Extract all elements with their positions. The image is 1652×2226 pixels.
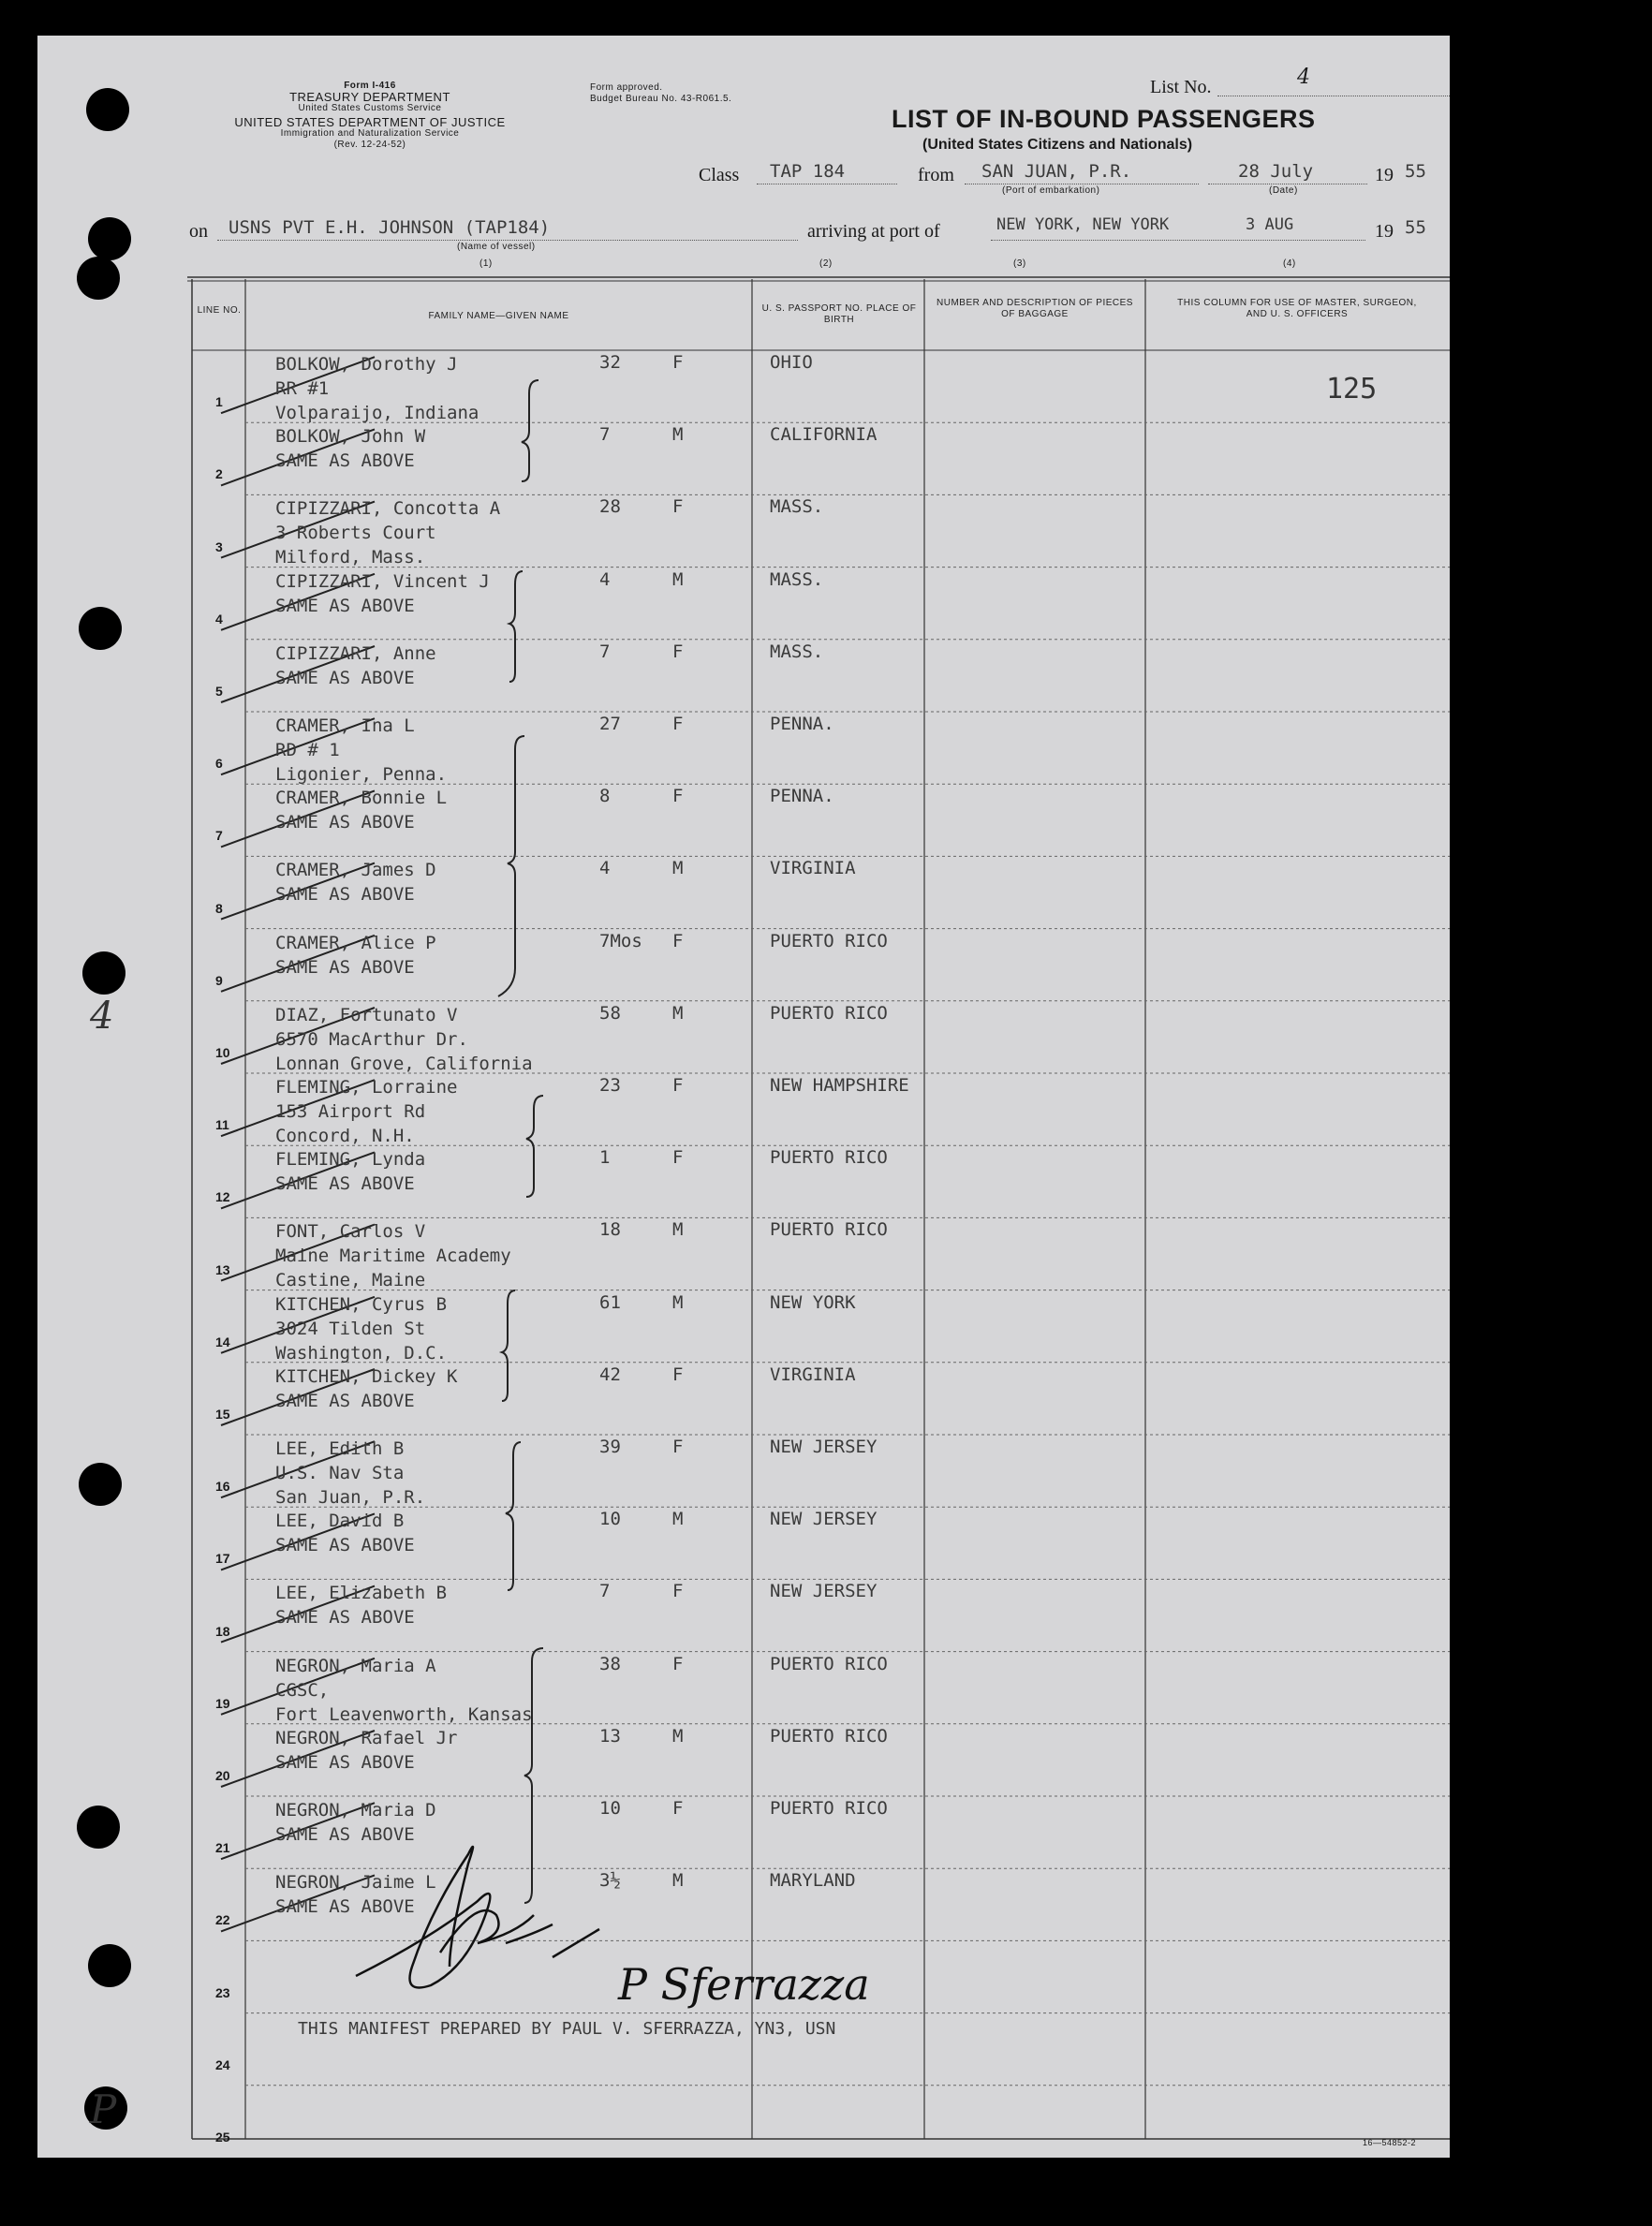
- passenger-name-block: [275, 496, 500, 569]
- passenger-name-block: [275, 858, 436, 907]
- place-of-birth: MASS.: [770, 496, 824, 518]
- passenger-address-line: SAME AS ABOVE: [275, 1173, 415, 1195]
- passenger-name-block: [275, 1003, 533, 1076]
- line-number: 21: [215, 1840, 230, 1856]
- embarkation-port: SAN JUAN, P.R.: [981, 161, 1132, 182]
- passenger-sex: F: [672, 1075, 684, 1096]
- place-of-birth: PENNA.: [770, 714, 834, 734]
- passenger-age: 27: [599, 714, 621, 734]
- line-number: 17: [215, 1551, 230, 1567]
- passenger-name: CIPIZZARI, Vincent J: [275, 570, 490, 592]
- header-line-no: LINE NO.: [197, 305, 242, 316]
- passenger-name: NEGRON, Rafael Jr: [275, 1727, 458, 1748]
- passenger-sex: M: [672, 1219, 684, 1241]
- place-of-birth: CALIFORNIA: [770, 424, 878, 446]
- place-of-birth: PUERTO RICO: [770, 1725, 888, 1747]
- line-number: 15: [215, 1407, 230, 1422]
- passenger-name: FLEMING, Lorraine: [275, 1077, 458, 1098]
- passenger-address-line: CGSC,: [275, 1679, 330, 1701]
- passenger-age: 4: [599, 568, 611, 590]
- passenger-age: 28: [599, 496, 621, 518]
- place-of-birth: PUERTO RICO: [770, 1653, 888, 1674]
- passenger-name-block: [275, 1364, 457, 1413]
- passenger-age: 4: [599, 858, 611, 879]
- header-officers: THIS COLUMN FOR USE OF MASTER, SURGEON, AND U. S. OFFICERS: [1177, 298, 1417, 319]
- header-baggage: NUMBER AND DESCRIPTION OF PIECES OF BAGGAGE: [937, 298, 1133, 319]
- passenger-name-block: [275, 569, 490, 618]
- customs-service: United States Customs Service: [298, 103, 442, 113]
- line-number: 6: [215, 756, 223, 772]
- passenger-address-line: SAME AS ABOVE: [275, 1390, 415, 1411]
- passenger-name: FONT, Carlos V: [275, 1221, 426, 1243]
- place-of-birth: VIRGINIA: [770, 1364, 856, 1385]
- passenger-name: NEGRON, Maria D: [275, 1800, 436, 1821]
- line-number: 11: [215, 1117, 229, 1133]
- justice-dept: UNITED STATES DEPARTMENT OF JUSTICE: [234, 115, 506, 129]
- place-of-birth: PUERTO RICO: [770, 1002, 888, 1024]
- passenger-age: 7: [599, 1581, 611, 1602]
- place-of-birth: PENNA.: [770, 786, 834, 807]
- line-number: 7: [215, 828, 223, 844]
- passenger-address-line: Fort Leavenworth, Kansas: [275, 1703, 533, 1725]
- passenger-sex: F: [672, 1437, 684, 1457]
- line-number: 14: [215, 1334, 230, 1349]
- place-of-birth: PUERTO RICO: [770, 1147, 888, 1169]
- departure-year: 55: [1405, 161, 1426, 182]
- line-number: 19: [215, 1695, 230, 1711]
- passenger-name-block: [275, 1292, 447, 1365]
- place-of-birth: PUERTO RICO: [770, 1798, 888, 1819]
- passenger-age: 13: [599, 1725, 621, 1747]
- line-number: 5: [215, 684, 223, 699]
- passenger-address-line: Castine, Maine: [275, 1270, 426, 1291]
- passenger-name: CRAMER, Alice P: [275, 932, 436, 953]
- arriving-label: arriving at port of: [807, 221, 940, 242]
- prepared-by: THIS MANIFEST PREPARED BY PAUL V. SFERRAZZA, YN3, USN: [298, 2019, 836, 2039]
- form-approved: Form approved.: [590, 82, 663, 93]
- passenger-address-line: SAME AS ABOVE: [275, 595, 415, 616]
- page-title: LIST OF IN-BOUND PASSENGERS: [892, 105, 1316, 133]
- passenger-address-line: Maine Maritime Academy: [275, 1246, 511, 1267]
- line-number: 10: [215, 1045, 230, 1060]
- passenger-address-line: Concord, N.H.: [275, 1126, 415, 1146]
- class-label: Class: [699, 165, 740, 185]
- passenger-age: 61: [599, 1291, 621, 1313]
- passenger-name: CIPIZZARI, Concotta A: [275, 498, 501, 520]
- passenger-sex: F: [672, 1653, 684, 1674]
- officer-note: 125: [1326, 373, 1378, 405]
- passenger-sex: M: [672, 424, 684, 446]
- passenger-address-line: SAME AS ABOVE: [275, 884, 415, 906]
- passenger-address-line: SAME AS ABOVE: [275, 1896, 415, 1918]
- place-of-birth: NEW JERSEY: [770, 1509, 878, 1530]
- passenger-name-block: [275, 1147, 425, 1196]
- line-number: 2: [215, 466, 223, 482]
- form-number: Form I-416: [344, 81, 396, 91]
- line-number: 13: [215, 1261, 230, 1277]
- passenger-age: 1: [599, 1147, 611, 1169]
- budget-bureau: Budget Bureau No. 43-R061.5.: [590, 94, 732, 104]
- passenger-name: FLEMING, Lynda: [275, 1149, 426, 1171]
- vessel-caption: (Name of vessel): [457, 242, 536, 252]
- passenger-name-block: [275, 786, 447, 834]
- passenger-address-line: SAME AS ABOVE: [275, 667, 415, 688]
- vessel-name: USNS PVT E.H. JOHNSON (TAP184): [229, 217, 551, 238]
- line-number: 18: [215, 1623, 230, 1639]
- passenger-name: LEE, Elizabeth B: [275, 1583, 448, 1604]
- passenger-age: 10: [599, 1798, 621, 1819]
- place-of-birth: PUERTO RICO: [770, 1219, 888, 1241]
- passenger-name: BOLKOW, Dorothy J: [275, 354, 458, 375]
- passenger-age: 8: [599, 786, 611, 807]
- passenger-address-line: SAME AS ABOVE: [275, 450, 415, 472]
- place-of-birth: NEW HAMPSHIRE: [770, 1075, 909, 1096]
- passenger-sex: M: [672, 858, 684, 879]
- passenger-address-line: RD # 1: [275, 740, 340, 760]
- passenger-sex: F: [672, 496, 684, 518]
- form-revision: (Rev. 12-24-52): [333, 140, 406, 150]
- list-no-value: 4: [1297, 66, 1310, 89]
- caption-2: (2): [819, 258, 833, 269]
- arrival-date: 3 AUG: [1246, 215, 1294, 234]
- passenger-name: DIAZ, Fortunato V: [275, 1004, 458, 1025]
- passenger-address-line: SAME AS ABOVE: [275, 1607, 415, 1629]
- passenger-name: CRAMER, James D: [275, 860, 436, 881]
- passenger-address-line: Washington, D.C.: [275, 1342, 448, 1364]
- place-of-birth: NEW YORK: [770, 1291, 856, 1313]
- class-value: TAP 184: [770, 161, 846, 182]
- passenger-address-line: Volparaijo, Indiana: [275, 403, 479, 423]
- place-of-birth: MASS.: [770, 568, 824, 590]
- place-of-birth: NEW JERSEY: [770, 1437, 878, 1457]
- passenger-name-block: [275, 931, 436, 980]
- place-of-birth: MARYLAND: [770, 1870, 856, 1892]
- passenger-sex: M: [672, 1725, 684, 1747]
- line-number: 22: [215, 1912, 230, 1928]
- line-number: 9: [215, 972, 223, 988]
- footer-code: 16—54852-2: [1363, 2138, 1417, 2147]
- passenger-name-block: [275, 714, 447, 787]
- passenger-name: KITCHEN, Dickey K: [275, 1365, 458, 1387]
- passenger-address-line: SAME AS ABOVE: [275, 1751, 415, 1773]
- place-of-birth: NEW JERSEY: [770, 1581, 878, 1602]
- passenger-sex: M: [672, 1002, 684, 1024]
- passenger-address-line: 3024 Tilden St: [275, 1318, 426, 1339]
- passenger-age: 7: [599, 424, 611, 446]
- passenger-sex: M: [672, 1509, 684, 1530]
- passenger-sex: F: [672, 1798, 684, 1819]
- passenger-name: NEGRON, Jaime L: [275, 1872, 436, 1894]
- passenger-address-line: U.S. Nav Sta: [275, 1463, 405, 1483]
- passenger-address-line: San Juan, P.R.: [275, 1487, 426, 1508]
- passenger-address-line: Lonnan Grove, California: [275, 1053, 533, 1074]
- place-of-birth: VIRGINIA: [770, 858, 856, 879]
- passenger-age: 10: [599, 1509, 621, 1530]
- passenger-name: LEE, Edith B: [275, 1438, 405, 1459]
- line-number: 1: [215, 394, 223, 410]
- year-prefix-1: 19: [1375, 165, 1394, 185]
- passenger-name: CIPIZZARI, Anne: [275, 642, 436, 664]
- signature: P Sferrazza: [618, 1959, 870, 2010]
- line-number: 20: [215, 1768, 230, 1783]
- passenger-name-block: [275, 1726, 457, 1775]
- passenger-name-block: [275, 641, 436, 690]
- line-number: 16: [215, 1479, 230, 1495]
- line-number: 25: [215, 2130, 230, 2145]
- passenger-sex: M: [672, 1870, 684, 1892]
- passenger-name-block: [275, 1581, 447, 1629]
- passenger-name: CRAMER, Ina L: [275, 715, 415, 736]
- line-number: 23: [215, 1984, 230, 2000]
- arrival-year: 55: [1405, 217, 1426, 238]
- passenger-name-block: [275, 352, 479, 425]
- passenger-address-line: SAME AS ABOVE: [275, 1535, 415, 1556]
- passenger-age: 58: [599, 1002, 621, 1024]
- passenger-sex: F: [672, 786, 684, 807]
- passenger-sex: F: [672, 930, 684, 951]
- passenger-sex: M: [672, 568, 684, 590]
- passenger-name-block: [275, 1219, 511, 1292]
- header-name: FAMILY NAME—GIVEN NAME: [428, 311, 569, 321]
- caption-4: (4): [1283, 258, 1296, 269]
- line-number: 3: [215, 538, 223, 554]
- passenger-name: BOLKOW, John W: [275, 426, 426, 448]
- ins-service: Immigration and Naturalization Service: [280, 128, 460, 139]
- date-caption: (Date): [1269, 185, 1298, 196]
- on-label: on: [189, 221, 208, 242]
- passenger-address-line: SAME AS ABOVE: [275, 1824, 415, 1845]
- margin-mark-p: P: [90, 2086, 117, 2132]
- passenger-age: 42: [599, 1364, 621, 1385]
- passenger-name-block: [275, 1654, 533, 1727]
- passenger-address-line: SAME AS ABOVE: [275, 956, 415, 978]
- passenger-address-line: Ligonier, Penna.: [275, 764, 448, 785]
- passenger-age: 23: [599, 1075, 621, 1096]
- line-number: 8: [215, 900, 223, 916]
- passenger-name-block: [275, 1798, 436, 1847]
- passenger-age: 32: [599, 352, 621, 373]
- passenger-age: 3½: [599, 1870, 621, 1892]
- passenger-sex: F: [672, 1364, 684, 1385]
- passenger-sex: F: [672, 1581, 684, 1602]
- passenger-address-line: 3 Roberts Court: [275, 523, 436, 544]
- passenger-name-block: [275, 1509, 415, 1557]
- from-label: from: [918, 165, 954, 185]
- treasury-dept: TREASURY DEPARTMENT: [289, 90, 450, 104]
- passenger-name-block: [275, 1437, 425, 1510]
- year-prefix-2: 19: [1375, 221, 1394, 242]
- place-of-birth: OHIO: [770, 352, 813, 373]
- passenger-age: 7: [599, 641, 611, 662]
- passenger-address-line: 6570 MacArthur Dr.: [275, 1028, 468, 1050]
- passenger-name-block: [275, 424, 425, 473]
- passenger-age: 38: [599, 1653, 621, 1674]
- place-of-birth: MASS.: [770, 641, 824, 662]
- passenger-address-line: RR #1: [275, 378, 330, 399]
- passenger-age: 7Mos: [599, 930, 642, 951]
- passenger-sex: F: [672, 641, 684, 662]
- passenger-sex: F: [672, 352, 684, 373]
- embarkation-caption: (Port of embarkation): [1002, 185, 1100, 196]
- line-number: 24: [215, 2056, 230, 2072]
- header-passport: U. S. PASSPORT NO. PLACE OF BIRTH: [761, 303, 917, 325]
- page-subtitle: (United States Citizens and Nationals): [922, 137, 1193, 153]
- arrival-port: NEW YORK, NEW YORK: [996, 215, 1170, 234]
- caption-1: (1): [479, 258, 493, 269]
- passenger-address-line: 153 Airport Rd: [275, 1101, 426, 1122]
- line-number: 12: [215, 1189, 230, 1205]
- passenger-sex: M: [672, 1291, 684, 1313]
- place-of-birth: PUERTO RICO: [770, 930, 888, 951]
- passenger-sex: F: [672, 714, 684, 734]
- margin-mark-4: 4: [90, 995, 114, 1038]
- line-number: 4: [215, 611, 223, 627]
- passenger-address-line: Milford, Mass.: [275, 547, 426, 568]
- passenger-name-block: [275, 1075, 457, 1148]
- passenger-name: NEGRON, Maria A: [275, 1655, 436, 1676]
- list-no-label: List No.: [1150, 77, 1212, 97]
- departure-date: 28 July: [1238, 161, 1314, 182]
- passenger-name-block: [275, 1870, 436, 1919]
- passenger-name: CRAMER, Bonnie L: [275, 788, 448, 809]
- passenger-age: 18: [599, 1219, 621, 1241]
- passenger-name: KITCHEN, Cyrus B: [275, 1293, 448, 1315]
- passenger-name: LEE, David B: [275, 1511, 405, 1532]
- passenger-age: 39: [599, 1437, 621, 1457]
- passenger-sex: F: [672, 1147, 684, 1169]
- caption-3: (3): [1013, 258, 1026, 269]
- passenger-address-line: SAME AS ABOVE: [275, 812, 415, 833]
